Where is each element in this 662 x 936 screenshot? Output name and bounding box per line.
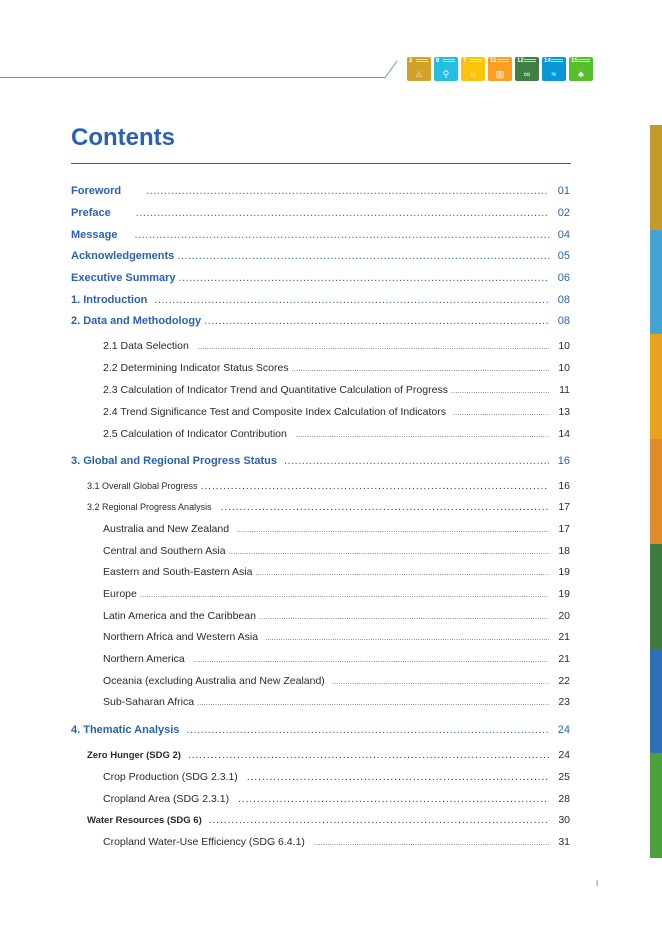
sdg-glyph: ∞ [523,69,531,79]
toc-entry-region-lac[interactable] [103,608,570,624]
toc-label: Executive Summary [71,272,176,284]
toc-entry-region-ssa[interactable] [103,694,570,710]
toc-page: 10 [558,362,570,374]
toc-entry-thematic[interactable] [71,722,570,738]
toc-page: 19 [558,588,570,600]
toc-page: 24 [558,749,570,761]
sdg-glyph: ≈ [551,69,557,79]
toc-entry-2-3[interactable] [103,382,570,398]
toc-entry-2-4[interactable] [103,404,570,420]
toc-entry-region-esea[interactable] [103,564,570,580]
toc-label: Cropland Area (SDG 2.3.1) [103,793,230,805]
toc-label: Acknowledgements [71,250,175,262]
toc-label: Oceania (excluding Australia and New Zealand) [103,675,325,687]
toc-entry-2-2[interactable] [103,360,570,376]
toc-page: 08 [557,294,570,306]
toc-entry-water-resources[interactable] [87,812,570,828]
toc-entry-region-oceania[interactable] [103,673,570,689]
page-number: I [596,879,599,888]
toc-label: 2.3 Calculation of Indicator Trend and Quantitative Calculation of Progress [103,384,448,396]
toc-label: Central and Southern Asia [103,545,226,557]
toc-label: 3.2 Regional Progress Analysis [87,502,212,512]
toc-entry-3-1[interactable] [87,478,570,494]
toc-page: 20 [558,610,570,622]
toc-page: 05 [557,250,570,262]
toc-page: 11 [559,384,570,396]
toc-page: 16 [557,455,570,467]
toc-page: 10 [558,340,570,352]
toc-page: 13 [558,406,570,418]
toc-label: 2.5 Calculation of Indicator Contribution [103,428,287,440]
toc-entry-region-csa[interactable] [103,543,570,559]
toc-page: 17 [558,501,570,513]
sdg-number: 14 [544,58,551,64]
toc-label: 2. Data and Methodology [71,315,202,327]
sdg-number: 7 [463,58,467,64]
toc-page: 17 [558,523,570,535]
toc-entry-message[interactable] [71,227,570,243]
sdg-glyph: ⚲ [442,69,450,79]
toc-label: 3. Global and Regional Progress Status [71,455,277,467]
toc-page: 21 [558,631,570,643]
toc-label: 2.4 Trend Significance Test and Composite Index Calculation of Indicators [103,406,447,418]
sdg-number: 15 [571,58,578,64]
toc-entry-foreword[interactable] [71,183,570,199]
toc-entry-preface[interactable] [71,205,570,221]
toc-entry-region-europe[interactable] [103,586,570,602]
toc-page: 31 [558,836,570,848]
toc-entry-2-5[interactable] [103,426,570,442]
toc-page: 25 [558,771,570,783]
sdg-number: 11 [490,58,497,64]
toc-label: Latin America and the Caribbean [103,610,256,622]
toc-page: 24 [557,724,570,736]
toc-page: 08 [557,315,570,327]
toc-page: 23 [558,696,570,708]
sdg-glyph: ☼ [468,69,478,79]
sdg-glyph: ▥ [495,69,505,79]
sdg-number: 2 [409,58,413,64]
toc-entry-acknowledgements[interactable] [71,248,570,264]
toc-page: 30 [558,814,570,826]
toc-page: 04 [557,229,570,241]
sdg-glyph: ♨ [414,69,424,79]
toc-entry-2-1[interactable] [103,338,570,354]
sdg-number: 12 [517,58,524,64]
toc-page: 19 [558,566,570,578]
toc-page: 01 [557,185,570,197]
toc-entry-region-na[interactable] [103,651,570,667]
toc-label: Zero Hunger (SDG 2) [87,750,181,761]
toc-label: 3.1 Overall Global Progress [87,481,198,491]
toc-label: 2.1 Data Selection [103,340,189,352]
toc-page: 22 [558,675,570,687]
toc-entry-zero-hunger[interactable] [87,747,570,763]
toc-entry-data-methodology[interactable] [71,313,570,329]
toc-entry-global-regional[interactable] [71,453,570,469]
toc-page: 14 [558,428,570,440]
toc-label: Northern Africa and Western Asia [103,631,259,643]
toc-label: Message [71,229,118,241]
toc-entry-3-2[interactable] [87,499,570,515]
toc-label: Sub-Saharan Africa [103,696,195,708]
toc-page: 06 [557,272,570,284]
sdg-number: 6 [436,58,440,64]
toc-label: 2.2 Determining Indicator Status Scores [103,362,289,374]
toc-label: Europe [103,588,137,600]
toc-label: Eastern and South-Eastern Asia [103,566,253,578]
toc-entry-introduction[interactable] [71,292,570,308]
toc-page: 18 [558,545,570,557]
toc-label: 1. Introduction [71,294,148,306]
toc-label: Water Resources (SDG 6) [87,815,202,826]
toc-entry-crop-production[interactable] [103,769,570,785]
toc-entry-cropland-area[interactable] [103,791,570,807]
toc-label: Crop Production (SDG 2.3.1) [103,771,238,783]
toc-entry-cropland-water-use[interactable] [103,834,570,850]
toc-entry-executive-summary[interactable] [71,270,570,286]
toc-label: Australia and New Zealand [103,523,230,535]
toc-page: 28 [558,793,570,805]
toc-entry-region-nawa[interactable] [103,629,570,645]
sdg-glyph: ♣ [578,69,584,79]
toc-label: Foreword [71,185,122,197]
toc-label: Northern America [103,653,185,665]
toc-label: 4. Thematic Analysis [71,724,180,736]
toc-page: 16 [558,480,570,492]
toc-page: 02 [557,207,570,219]
toc-entry-region-anz[interactable] [103,521,570,537]
toc-page: 21 [558,653,570,665]
page-title: Contents [71,124,175,151]
toc-label: Cropland Water-Use Efficiency (SDG 6.4.1) [103,836,305,848]
toc-label: Preface [71,207,111,219]
